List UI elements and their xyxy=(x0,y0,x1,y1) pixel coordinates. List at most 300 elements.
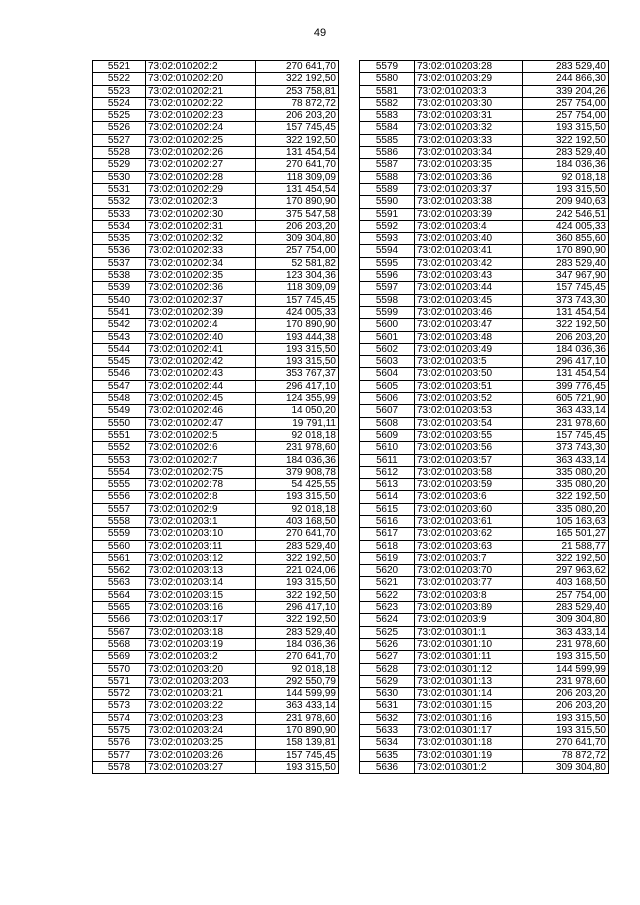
page-number: 49 xyxy=(313,27,327,39)
value-cell: 206 203,20 xyxy=(256,220,339,232)
row-number-cell: 5571 xyxy=(93,675,146,687)
table-row xyxy=(360,282,609,294)
cadastral-number-cell: 73:02:010203:41 xyxy=(415,245,523,257)
cadastral-number-cell: 73:02:010203:23 xyxy=(146,712,256,724)
table-row xyxy=(360,737,609,749)
table-row xyxy=(93,651,339,663)
value-cell: 124 355,99 xyxy=(256,393,339,405)
value-cell: 21 588,77 xyxy=(523,540,609,552)
cadastral-number-cell: 73:02:010202:3 xyxy=(146,196,256,208)
cadastral-number-cell: 73:02:010202:30 xyxy=(146,208,256,220)
value-cell: 242 546,51 xyxy=(523,208,609,220)
value-cell: 92 018,18 xyxy=(256,503,339,515)
cadastral-number-cell: 73:02:010203:33 xyxy=(415,134,523,146)
cadastral-number-cell: 73:02:010202:75 xyxy=(146,466,256,478)
row-number-cell: 5563 xyxy=(93,577,146,589)
table-row xyxy=(93,565,339,577)
table-row xyxy=(93,515,339,527)
cadastral-number-cell: 73:02:010301:18 xyxy=(415,737,523,749)
row-number-cell: 5539 xyxy=(93,282,146,294)
row-number-cell: 5623 xyxy=(360,602,415,614)
value-cell: 206 203,20 xyxy=(523,700,609,712)
value-cell: 253 758,81 xyxy=(256,85,339,97)
value-cell: 292 550,79 xyxy=(256,675,339,687)
value-cell: 144 599,99 xyxy=(523,663,609,675)
row-number-cell: 5562 xyxy=(93,565,146,577)
cadastral-number-cell: 73:02:010202:44 xyxy=(146,380,256,392)
value-cell: 157 745,45 xyxy=(256,749,339,761)
table-row xyxy=(360,331,609,343)
cadastral-number-cell: 73:02:010301:16 xyxy=(415,712,523,724)
row-number-cell: 5574 xyxy=(93,712,146,724)
table-row xyxy=(360,761,609,773)
value-cell: 123 304,36 xyxy=(256,270,339,282)
row-number-cell: 5586 xyxy=(360,147,415,159)
row-number-cell: 5596 xyxy=(360,270,415,282)
value-cell: 296 417,10 xyxy=(256,602,339,614)
value-cell: 605 721,90 xyxy=(523,393,609,405)
row-number-cell: 5561 xyxy=(93,552,146,564)
value-cell: 118 309,09 xyxy=(256,171,339,183)
row-number-cell: 5567 xyxy=(93,626,146,638)
value-cell: 157 745,45 xyxy=(256,122,339,134)
row-number-cell: 5557 xyxy=(93,503,146,515)
cadastral-number-cell: 73:02:010203:34 xyxy=(415,147,523,159)
row-number-cell: 5634 xyxy=(360,737,415,749)
table-row xyxy=(360,515,609,527)
value-cell: 363 433,14 xyxy=(523,405,609,417)
table-row xyxy=(93,712,339,724)
row-number-cell: 5569 xyxy=(93,651,146,663)
cadastral-number-cell: 73:02:010203:89 xyxy=(415,602,523,614)
row-number-cell: 5622 xyxy=(360,589,415,601)
cadastral-number-cell: 73:02:010203:14 xyxy=(146,577,256,589)
table-row xyxy=(360,552,609,564)
value-cell: 322 192,50 xyxy=(256,589,339,601)
row-number-cell: 5526 xyxy=(93,122,146,134)
cadastral-number-cell: 73:02:010203:27 xyxy=(146,761,256,773)
row-number-cell: 5565 xyxy=(93,602,146,614)
row-number-cell: 5548 xyxy=(93,393,146,405)
row-number-cell: 5559 xyxy=(93,528,146,540)
table-row xyxy=(360,491,609,503)
table-row xyxy=(93,306,339,318)
table-row xyxy=(93,454,339,466)
cadastral-number-cell: 73:02:010203:39 xyxy=(415,208,523,220)
value-cell: 193 315,50 xyxy=(523,183,609,195)
value-cell: 209 940,63 xyxy=(523,196,609,208)
cadastral-number-cell: 73:02:010203:57 xyxy=(415,454,523,466)
row-number-cell: 5629 xyxy=(360,675,415,687)
value-cell: 322 192,50 xyxy=(256,73,339,85)
table-row xyxy=(93,626,339,638)
value-cell: 257 754,00 xyxy=(256,245,339,257)
row-number-cell: 5597 xyxy=(360,282,415,294)
value-cell: 78 872,72 xyxy=(256,97,339,109)
table-row xyxy=(93,171,339,183)
table-row xyxy=(93,429,339,441)
table-row xyxy=(360,245,609,257)
row-number-cell: 5544 xyxy=(93,343,146,355)
table-row xyxy=(93,147,339,159)
value-cell: 158 139,81 xyxy=(256,737,339,749)
table-row xyxy=(93,417,339,429)
row-number-cell: 5632 xyxy=(360,712,415,724)
cadastral-number-cell: 73:02:010202:26 xyxy=(146,147,256,159)
cadastral-number-cell: 73:02:010301:14 xyxy=(415,688,523,700)
row-number-cell: 5558 xyxy=(93,515,146,527)
cadastral-number-cell: 73:02:010202:37 xyxy=(146,294,256,306)
row-number-cell: 5534 xyxy=(93,220,146,232)
cadastral-number-cell: 73:02:010202:9 xyxy=(146,503,256,515)
value-cell: 322 192,50 xyxy=(523,552,609,564)
table-row xyxy=(93,725,339,737)
row-number-cell: 5550 xyxy=(93,417,146,429)
table-row xyxy=(360,503,609,515)
cadastral-table-right xyxy=(359,60,609,774)
value-cell: 270 641,70 xyxy=(523,737,609,749)
cadastral-number-cell: 73:02:010301:17 xyxy=(415,725,523,737)
cadastral-number-cell: 73:02:010202:45 xyxy=(146,393,256,405)
cadastral-number-cell: 73:02:010203:60 xyxy=(415,503,523,515)
row-number-cell: 5532 xyxy=(93,196,146,208)
table-row xyxy=(360,577,609,589)
table-row xyxy=(360,208,609,220)
cadastral-number-cell: 73:02:010203:25 xyxy=(146,737,256,749)
cadastral-number-cell: 73:02:010301:11 xyxy=(415,651,523,663)
row-number-cell: 5620 xyxy=(360,565,415,577)
row-number-cell: 5566 xyxy=(93,614,146,626)
value-cell: 184 036,36 xyxy=(256,454,339,466)
value-cell: 363 433,14 xyxy=(523,626,609,638)
row-number-cell: 5627 xyxy=(360,651,415,663)
cadastral-number-cell: 73:02:010203:1 xyxy=(146,515,256,527)
cadastral-number-cell: 73:02:010203:58 xyxy=(415,466,523,478)
cadastral-number-cell: 73:02:010203:45 xyxy=(415,294,523,306)
row-number-cell: 5611 xyxy=(360,454,415,466)
table-row xyxy=(93,638,339,650)
row-number-cell: 5529 xyxy=(93,159,146,171)
cadastral-number-cell: 73:02:010202:28 xyxy=(146,171,256,183)
cadastral-number-cell: 73:02:010203:42 xyxy=(415,257,523,269)
row-number-cell: 5633 xyxy=(360,725,415,737)
row-number-cell: 5612 xyxy=(360,466,415,478)
row-number-cell: 5580 xyxy=(360,73,415,85)
value-cell: 373 743,30 xyxy=(523,442,609,454)
table-row xyxy=(93,577,339,589)
value-cell: 335 080,20 xyxy=(523,466,609,478)
table-row xyxy=(93,356,339,368)
value-cell: 363 433,14 xyxy=(256,700,339,712)
value-cell: 309 304,80 xyxy=(523,761,609,773)
row-number-cell: 5606 xyxy=(360,393,415,405)
value-cell: 322 192,50 xyxy=(256,134,339,146)
cadastral-number-cell: 73:02:010203:2 xyxy=(146,651,256,663)
value-cell: 131 454,54 xyxy=(256,183,339,195)
row-number-cell: 5605 xyxy=(360,380,415,392)
table-row xyxy=(93,761,339,773)
cadastral-number-cell: 73:02:010203:54 xyxy=(415,417,523,429)
row-number-cell: 5533 xyxy=(93,208,146,220)
table-row xyxy=(360,540,609,552)
value-cell: 193 315,50 xyxy=(256,577,339,589)
row-number-cell: 5609 xyxy=(360,429,415,441)
cadastral-number-cell: 73:02:010203:31 xyxy=(415,110,523,122)
cadastral-number-cell: 73:02:010203:56 xyxy=(415,442,523,454)
cadastral-number-cell: 73:02:010301:2 xyxy=(415,761,523,773)
value-cell: 144 599,99 xyxy=(256,688,339,700)
value-cell: 283 529,40 xyxy=(523,257,609,269)
row-number-cell: 5591 xyxy=(360,208,415,220)
row-number-cell: 5601 xyxy=(360,331,415,343)
table-row xyxy=(360,528,609,540)
value-cell: 157 745,45 xyxy=(256,294,339,306)
table-row xyxy=(93,220,339,232)
row-number-cell: 5585 xyxy=(360,134,415,146)
row-number-cell: 5594 xyxy=(360,245,415,257)
row-number-cell: 5576 xyxy=(93,737,146,749)
table-row xyxy=(360,479,609,491)
row-number-cell: 5635 xyxy=(360,749,415,761)
value-cell: 322 192,50 xyxy=(523,491,609,503)
row-number-cell: 5556 xyxy=(93,491,146,503)
cadastral-number-cell: 73:02:010203:59 xyxy=(415,479,523,491)
value-cell: 193 315,50 xyxy=(256,491,339,503)
value-cell: 296 417,10 xyxy=(523,356,609,368)
cadastral-number-cell: 73:02:010203:22 xyxy=(146,700,256,712)
cadastral-number-cell: 73:02:010203:10 xyxy=(146,528,256,540)
row-number-cell: 5552 xyxy=(93,442,146,454)
table-row xyxy=(93,85,339,97)
value-cell: 78 872,72 xyxy=(523,749,609,761)
table-row xyxy=(360,688,609,700)
table-row xyxy=(93,110,339,122)
cadastral-number-cell: 73:02:010202:7 xyxy=(146,454,256,466)
value-cell: 283 529,40 xyxy=(256,626,339,638)
table-row xyxy=(360,343,609,355)
value-cell: 283 529,40 xyxy=(256,540,339,552)
table-row xyxy=(93,196,339,208)
row-number-cell: 5617 xyxy=(360,528,415,540)
table-row xyxy=(360,405,609,417)
value-cell: 257 754,00 xyxy=(523,110,609,122)
cadastral-number-cell: 73:02:010203:8 xyxy=(415,589,523,601)
value-cell: 270 641,70 xyxy=(256,528,339,540)
table-row xyxy=(360,429,609,441)
cadastral-number-cell: 73:02:010203:55 xyxy=(415,429,523,441)
cadastral-number-cell: 73:02:010301:10 xyxy=(415,638,523,650)
row-number-cell: 5540 xyxy=(93,294,146,306)
value-cell: 283 529,40 xyxy=(523,147,609,159)
cadastral-number-cell: 73:02:010203:16 xyxy=(146,602,256,614)
value-cell: 193 315,50 xyxy=(523,712,609,724)
table-row xyxy=(360,466,609,478)
cadastral-number-cell: 73:02:010301:19 xyxy=(415,749,523,761)
cadastral-number-cell: 73:02:010202:39 xyxy=(146,306,256,318)
table-row xyxy=(360,626,609,638)
cadastral-number-cell: 73:02:010202:32 xyxy=(146,233,256,245)
cadastral-number-cell: 73:02:010203:30 xyxy=(415,97,523,109)
table-row xyxy=(93,233,339,245)
table-row xyxy=(93,503,339,515)
row-number-cell: 5525 xyxy=(93,110,146,122)
value-cell: 231 978,60 xyxy=(523,417,609,429)
table-row xyxy=(93,552,339,564)
value-cell: 373 743,30 xyxy=(523,294,609,306)
table-row xyxy=(93,368,339,380)
table-row xyxy=(360,712,609,724)
table-row xyxy=(360,675,609,687)
value-cell: 170 890,90 xyxy=(256,725,339,737)
value-cell: 131 454,54 xyxy=(256,147,339,159)
value-cell: 353 767,37 xyxy=(256,368,339,380)
cadastral-number-cell: 73:02:010202:40 xyxy=(146,331,256,343)
table-row xyxy=(360,183,609,195)
value-cell: 118 309,09 xyxy=(256,282,339,294)
row-number-cell: 5577 xyxy=(93,749,146,761)
table-row xyxy=(93,700,339,712)
row-number-cell: 5546 xyxy=(93,368,146,380)
row-number-cell: 5531 xyxy=(93,183,146,195)
row-number-cell: 5602 xyxy=(360,343,415,355)
value-cell: 193 315,50 xyxy=(523,651,609,663)
cadastral-number-cell: 73:02:010202:34 xyxy=(146,257,256,269)
row-number-cell: 5604 xyxy=(360,368,415,380)
table-row xyxy=(93,479,339,491)
cadastral-number-cell: 73:02:010203:35 xyxy=(415,159,523,171)
value-cell: 347 967,90 xyxy=(523,270,609,282)
row-number-cell: 5551 xyxy=(93,429,146,441)
table-row xyxy=(360,159,609,171)
row-number-cell: 5535 xyxy=(93,233,146,245)
row-number-cell: 5524 xyxy=(93,97,146,109)
value-cell: 206 203,20 xyxy=(256,110,339,122)
value-cell: 193 315,50 xyxy=(523,122,609,134)
value-cell: 193 444,38 xyxy=(256,331,339,343)
cadastral-number-cell: 73:02:010203:4 xyxy=(415,220,523,232)
table-row xyxy=(360,220,609,232)
table-row xyxy=(360,233,609,245)
cadastral-number-cell: 73:02:010203:5 xyxy=(415,356,523,368)
table-row xyxy=(93,331,339,343)
row-number-cell: 5527 xyxy=(93,134,146,146)
table-row xyxy=(93,282,339,294)
value-cell: 309 304,80 xyxy=(523,614,609,626)
table-row xyxy=(360,356,609,368)
value-cell: 270 641,70 xyxy=(256,159,339,171)
row-number-cell: 5581 xyxy=(360,85,415,97)
table-row xyxy=(360,319,609,331)
cadastral-number-cell: 73:02:010202:43 xyxy=(146,368,256,380)
row-number-cell: 5607 xyxy=(360,405,415,417)
table-row xyxy=(93,442,339,454)
row-number-cell: 5545 xyxy=(93,356,146,368)
value-cell: 257 754,00 xyxy=(523,589,609,601)
table-row xyxy=(93,319,339,331)
table-row xyxy=(93,688,339,700)
table-row xyxy=(93,134,339,146)
row-number-cell: 5626 xyxy=(360,638,415,650)
cadastral-table-left xyxy=(92,60,339,774)
cadastral-number-cell: 73:02:010203:44 xyxy=(415,282,523,294)
cadastral-number-cell: 73:02:010202:8 xyxy=(146,491,256,503)
cadastral-number-cell: 73:02:010203:40 xyxy=(415,233,523,245)
table-row xyxy=(93,61,339,73)
value-cell: 170 890,90 xyxy=(256,196,339,208)
cadastral-number-cell: 73:02:010202:23 xyxy=(146,110,256,122)
row-number-cell: 5547 xyxy=(93,380,146,392)
row-number-cell: 5542 xyxy=(93,319,146,331)
value-cell: 221 024,06 xyxy=(256,565,339,577)
row-number-cell: 5628 xyxy=(360,663,415,675)
row-number-cell: 5610 xyxy=(360,442,415,454)
value-cell: 297 963,62 xyxy=(523,565,609,577)
table-row xyxy=(360,589,609,601)
table-row xyxy=(93,183,339,195)
cadastral-number-cell: 73:02:010203:28 xyxy=(415,61,523,73)
value-cell: 244 866,30 xyxy=(523,73,609,85)
table-row xyxy=(360,85,609,97)
table-row xyxy=(360,417,609,429)
cadastral-number-cell: 73:02:010203:38 xyxy=(415,196,523,208)
row-number-cell: 5523 xyxy=(93,85,146,97)
row-number-cell: 5636 xyxy=(360,761,415,773)
cadastral-number-cell: 73:02:010203:24 xyxy=(146,725,256,737)
value-cell: 14 050,20 xyxy=(256,405,339,417)
table-row xyxy=(360,663,609,675)
cadastral-number-cell: 73:02:010203:77 xyxy=(415,577,523,589)
table-row xyxy=(93,97,339,109)
value-cell: 424 005,33 xyxy=(256,306,339,318)
cadastral-number-cell: 73:02:010203:19 xyxy=(146,638,256,650)
table-row xyxy=(360,196,609,208)
value-cell: 335 080,20 xyxy=(523,479,609,491)
cadastral-number-cell: 73:02:010203:20 xyxy=(146,663,256,675)
cadastral-number-cell: 73:02:010203:15 xyxy=(146,589,256,601)
table-row xyxy=(93,159,339,171)
table-row xyxy=(93,270,339,282)
table-row xyxy=(360,368,609,380)
cadastral-number-cell: 73:02:010203:26 xyxy=(146,749,256,761)
cadastral-number-cell: 73:02:010202:20 xyxy=(146,73,256,85)
value-cell: 105 163,63 xyxy=(523,515,609,527)
table-row xyxy=(360,61,609,73)
value-cell: 206 203,20 xyxy=(523,331,609,343)
row-number-cell: 5564 xyxy=(93,589,146,601)
value-cell: 360 855,60 xyxy=(523,233,609,245)
row-number-cell: 5593 xyxy=(360,233,415,245)
table-row xyxy=(360,638,609,650)
row-number-cell: 5590 xyxy=(360,196,415,208)
row-number-cell: 5522 xyxy=(93,73,146,85)
row-number-cell: 5603 xyxy=(360,356,415,368)
table-row xyxy=(360,122,609,134)
cadastral-number-cell: 73:02:010203:52 xyxy=(415,393,523,405)
row-number-cell: 5608 xyxy=(360,417,415,429)
row-number-cell: 5587 xyxy=(360,159,415,171)
row-number-cell: 5588 xyxy=(360,171,415,183)
value-cell: 157 745,45 xyxy=(523,282,609,294)
value-cell: 184 036,36 xyxy=(523,159,609,171)
value-cell: 170 890,90 xyxy=(256,319,339,331)
table-row xyxy=(360,73,609,85)
table-row xyxy=(360,97,609,109)
table-row xyxy=(93,245,339,257)
cadastral-number-cell: 73:02:010203:43 xyxy=(415,270,523,282)
cadastral-number-cell: 73:02:010203:47 xyxy=(415,319,523,331)
value-cell: 231 978,60 xyxy=(523,675,609,687)
table-row xyxy=(93,540,339,552)
